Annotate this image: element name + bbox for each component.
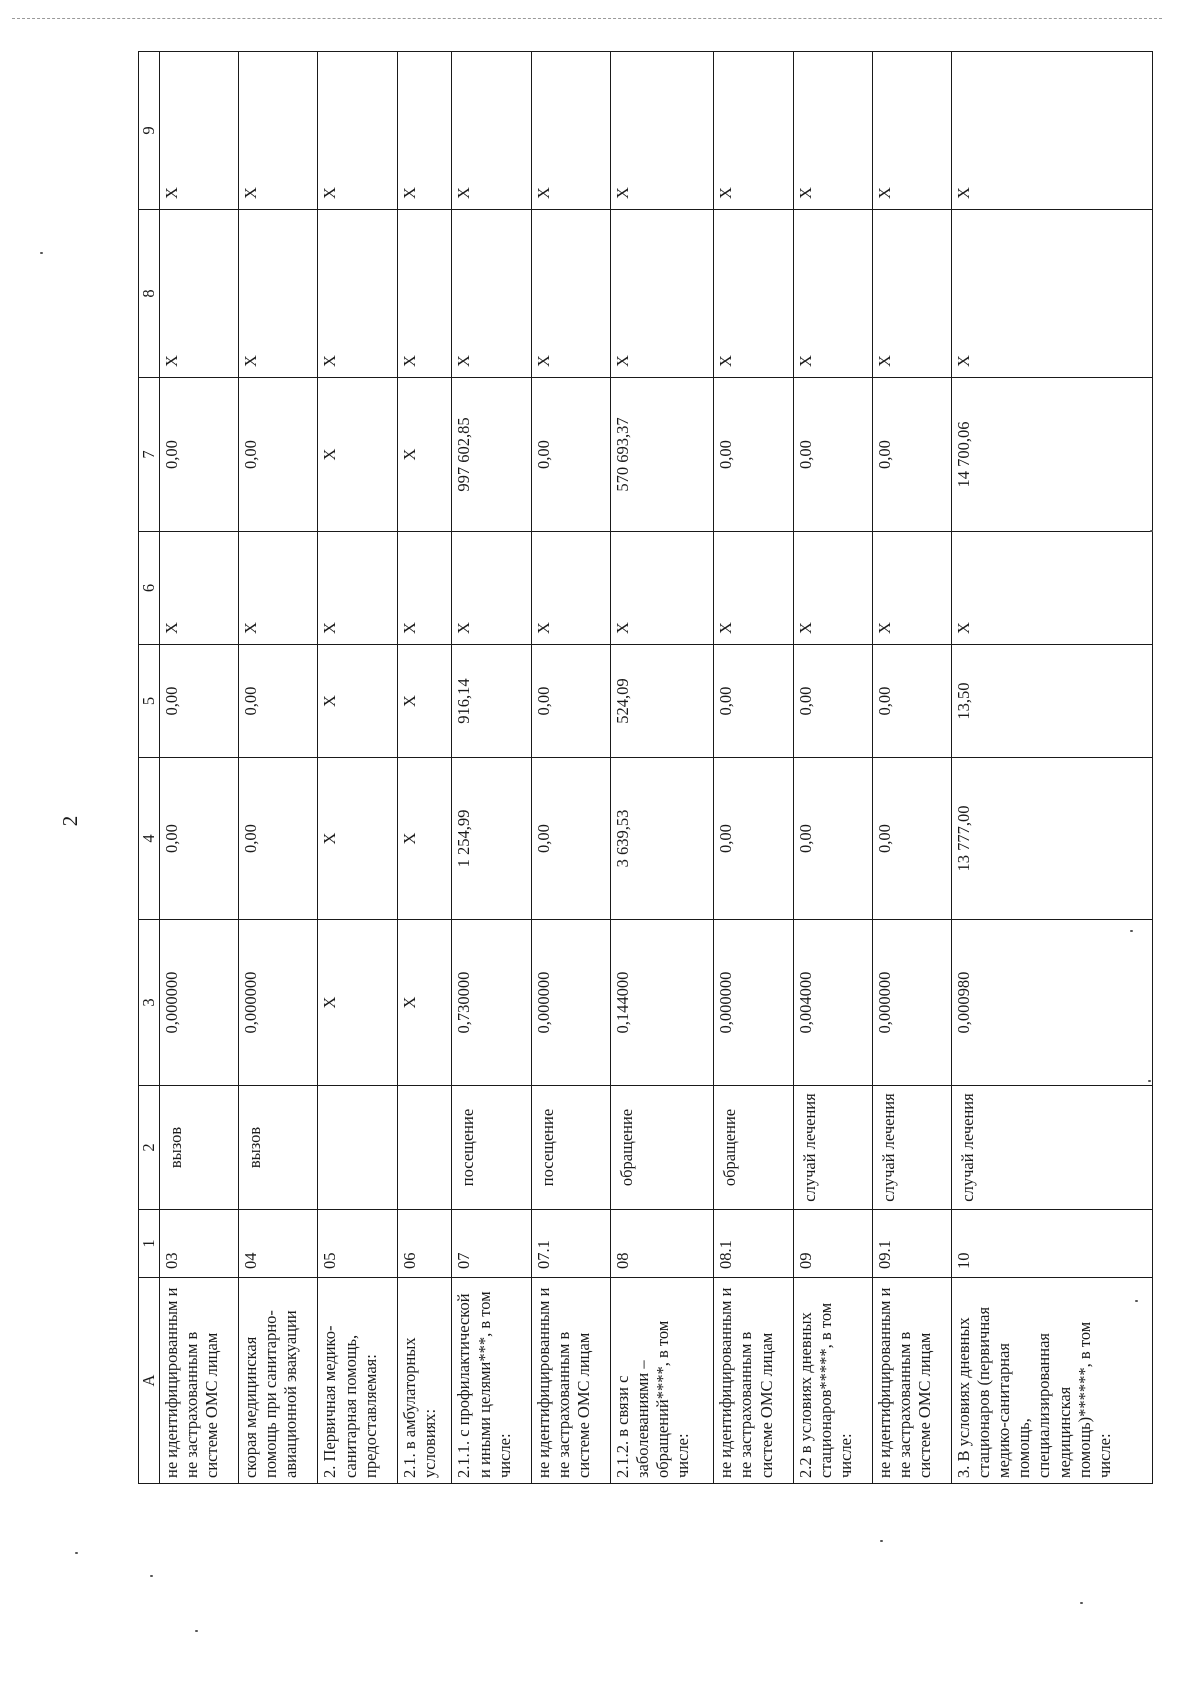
unit-cost-cell: 1 254,99 <box>452 758 531 920</box>
row-name-cell: 3. В условиях дневных стационаров (первичная медико-санитарная помощь, специализированная медицинская помощь)******, в том числе: <box>951 1278 1152 1484</box>
column-8-cell: Х <box>397 210 452 378</box>
volume-norm-cell: 0,000000 <box>714 920 793 1086</box>
column-header: 3 <box>139 920 160 1086</box>
financing-table <box>138 51 1153 1484</box>
table-row <box>397 52 452 1484</box>
column-9-cell: Х <box>239 52 318 210</box>
column-9-cell: Х <box>610 52 714 210</box>
row-name-cell: 2.1.1. с профилактической и иными целями***, в том числе: <box>452 1278 531 1484</box>
column-8-cell: Х <box>872 210 951 378</box>
unit-cost-cell: Х <box>397 758 452 920</box>
row-name-cell: 2.2 в условиях дневных стационаров*****, в том числе: <box>793 1278 872 1484</box>
volume-norm-cell: 0,000000 <box>160 920 239 1086</box>
unit-cell <box>318 1086 397 1210</box>
column-header: А <box>139 1278 160 1484</box>
unit-cell: случай лечения <box>951 1086 1152 1210</box>
column-7-cell: Х <box>397 378 452 532</box>
unit-cost-cell: 0,00 <box>531 758 610 920</box>
column-header: 6 <box>139 532 160 645</box>
table-row <box>951 52 1152 1484</box>
column-header: 9 <box>139 52 160 210</box>
per-capita-cell: 0,00 <box>714 645 793 758</box>
column-7-cell: 14 700,06 <box>951 378 1152 532</box>
column-8-cell: Х <box>714 210 793 378</box>
scan-speck <box>1150 530 1153 532</box>
rotated-table-container <box>138 52 1153 1484</box>
column-9-cell: Х <box>397 52 452 210</box>
volume-norm-cell: 0,000000 <box>872 920 951 1086</box>
table-row <box>793 52 872 1484</box>
row-name-cell: 2. Первичная медико-санитарная помощь, предоставляемая: <box>318 1278 397 1484</box>
scan-top-edge-line <box>12 18 1162 19</box>
column-6-cell: Х <box>793 532 872 645</box>
volume-norm-cell: 0,000000 <box>239 920 318 1086</box>
volume-norm-cell: Х <box>397 920 452 1086</box>
per-capita-cell: 0,00 <box>239 645 318 758</box>
volume-norm-cell: 0,144000 <box>610 920 714 1086</box>
unit-cost-cell: 13 777,00 <box>951 758 1152 920</box>
column-header: 5 <box>139 645 160 758</box>
column-7-cell: 0,00 <box>793 378 872 532</box>
column-7-cell: 570 693,37 <box>610 378 714 532</box>
unit-cost-cell: 0,00 <box>239 758 318 920</box>
table-row <box>318 52 397 1484</box>
table-row <box>610 52 714 1484</box>
column-6-cell: Х <box>610 532 714 645</box>
unit-cell: вызов <box>160 1086 239 1210</box>
per-capita-cell: 0,00 <box>872 645 951 758</box>
unit-cost-cell: 0,00 <box>714 758 793 920</box>
unit-cost-cell: 3 639,53 <box>610 758 714 920</box>
per-capita-cell: 0,00 <box>531 645 610 758</box>
unit-cost-cell: 0,00 <box>872 758 951 920</box>
column-8-cell: Х <box>452 210 531 378</box>
row-code-cell: 09.1 <box>872 1210 951 1278</box>
column-7-cell: Х <box>318 378 397 532</box>
row-name-cell: не идентифицированным и не застрахованным в системе ОМС лицам <box>872 1278 951 1484</box>
per-capita-cell: 916,14 <box>452 645 531 758</box>
column-9-cell: Х <box>872 52 951 210</box>
column-9-cell: Х <box>714 52 793 210</box>
row-name-cell: скорая медицинская помощь при санитарно-авиационной эвакуации <box>239 1278 318 1484</box>
unit-cost-cell: 0,00 <box>160 758 239 920</box>
volume-norm-cell: 0,004000 <box>793 920 872 1086</box>
table-row <box>452 52 531 1484</box>
column-7-cell: 0,00 <box>531 378 610 532</box>
column-8-cell: Х <box>951 210 1152 378</box>
column-7-cell: 0,00 <box>714 378 793 532</box>
column-6-cell: Х <box>714 532 793 645</box>
row-code-cell: 08 <box>610 1210 714 1278</box>
row-name-cell: не идентифицированным и не застрахованным в системе ОМС лицам <box>714 1278 793 1484</box>
row-code-cell: 09 <box>793 1210 872 1278</box>
column-header: 7 <box>139 378 160 532</box>
scan-speck <box>1080 1602 1083 1604</box>
unit-cell: обращение <box>610 1086 714 1210</box>
column-8-cell: Х <box>318 210 397 378</box>
column-6-cell: Х <box>872 532 951 645</box>
unit-cell: случай лечения <box>872 1086 951 1210</box>
per-capita-cell: Х <box>397 645 452 758</box>
row-code-cell: 04 <box>239 1210 318 1278</box>
row-name-cell: не идентифицированным и не застрахованным в системе ОМС лицам <box>531 1278 610 1484</box>
scan-speck <box>1130 930 1133 932</box>
volume-norm-cell: 0,000980 <box>951 920 1152 1086</box>
column-6-cell: Х <box>397 532 452 645</box>
per-capita-cell: 13,50 <box>951 645 1152 758</box>
per-capita-cell: 524,09 <box>610 645 714 758</box>
column-9-cell: Х <box>951 52 1152 210</box>
column-9-cell: Х <box>531 52 610 210</box>
row-name-cell: 2.1. в амбулаторных условиях: <box>397 1278 452 1484</box>
column-9-cell: Х <box>318 52 397 210</box>
unit-cell: обращение <box>714 1086 793 1210</box>
scan-speck <box>150 1575 153 1577</box>
per-capita-cell: Х <box>318 645 397 758</box>
column-header: 2 <box>139 1086 160 1210</box>
scan-speck <box>40 252 43 254</box>
row-name-cell: 2.1.2. в связи с заболеваниями – обращений****, в том числе: <box>610 1278 714 1484</box>
per-capita-cell: 0,00 <box>160 645 239 758</box>
column-6-cell: Х <box>160 532 239 645</box>
row-code-cell: 06 <box>397 1210 452 1278</box>
scan-speck <box>1135 1300 1138 1302</box>
column-6-cell: Х <box>239 532 318 645</box>
row-code-cell: 07 <box>452 1210 531 1278</box>
table-row <box>239 52 318 1484</box>
unit-cell: случай лечения <box>793 1086 872 1210</box>
scan-speck <box>1148 1080 1151 1082</box>
table-body <box>160 52 1153 1484</box>
row-code-cell: 07.1 <box>531 1210 610 1278</box>
unit-cell <box>397 1086 452 1210</box>
unit-cost-cell: Х <box>318 758 397 920</box>
column-8-cell: Х <box>160 210 239 378</box>
volume-norm-cell: Х <box>318 920 397 1086</box>
unit-cell: посещение <box>452 1086 531 1210</box>
table-row <box>714 52 793 1484</box>
column-9-cell: Х <box>452 52 531 210</box>
row-code-cell: 08.1 <box>714 1210 793 1278</box>
row-code-cell: 10 <box>951 1210 1152 1278</box>
column-9-cell: Х <box>793 52 872 210</box>
column-6-cell: Х <box>531 532 610 645</box>
volume-norm-cell: 0,000000 <box>531 920 610 1086</box>
column-8-cell: Х <box>793 210 872 378</box>
per-capita-cell: 0,00 <box>793 645 872 758</box>
column-6-cell: Х <box>318 532 397 645</box>
column-6-cell: Х <box>452 532 531 645</box>
column-7-cell: 0,00 <box>160 378 239 532</box>
column-8-cell: Х <box>610 210 714 378</box>
column-header: 4 <box>139 758 160 920</box>
column-7-cell: 0,00 <box>239 378 318 532</box>
column-7-cell: 997 602,85 <box>452 378 531 532</box>
row-name-cell: не идентифицированным и не застрахованным в системе ОМС лицам <box>160 1278 239 1484</box>
table-row <box>531 52 610 1484</box>
column-header: 8 <box>139 210 160 378</box>
column-header: 1 <box>139 1210 160 1278</box>
column-8-cell: Х <box>531 210 610 378</box>
scan-speck <box>195 1630 198 1632</box>
table-row <box>872 52 951 1484</box>
header-row <box>139 52 160 1484</box>
table-row <box>160 52 239 1484</box>
page-number: 2 <box>58 815 82 827</box>
table-frame <box>138 52 1153 1484</box>
column-6-cell: Х <box>951 532 1152 645</box>
column-7-cell: 0,00 <box>872 378 951 532</box>
scan-speck <box>880 1540 883 1542</box>
row-code-cell: 05 <box>318 1210 397 1278</box>
unit-cell: вызов <box>239 1086 318 1210</box>
column-8-cell: Х <box>239 210 318 378</box>
unit-cost-cell: 0,00 <box>793 758 872 920</box>
row-code-cell: 03 <box>160 1210 239 1278</box>
column-9-cell: Х <box>160 52 239 210</box>
volume-norm-cell: 0,730000 <box>452 920 531 1086</box>
scan-speck <box>75 1552 78 1554</box>
unit-cell: посещение <box>531 1086 610 1210</box>
